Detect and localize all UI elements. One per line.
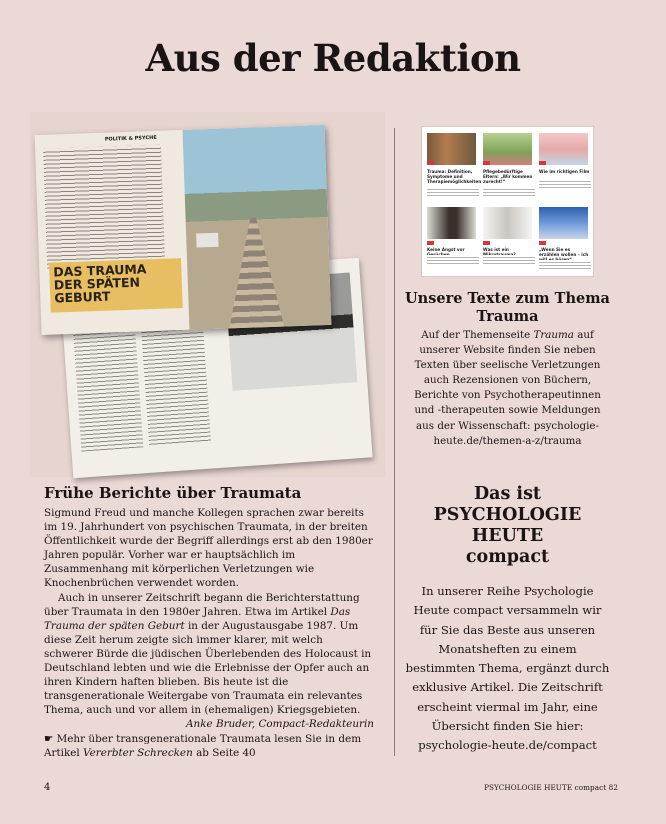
magazine-front-page	[35, 125, 332, 335]
tram-track	[226, 217, 285, 329]
tile-teaser	[483, 255, 535, 265]
car	[196, 233, 218, 248]
paragraph-1: Sigmund Freud und manche Kollegen sprachen zwar bereits im 19. Jahrhundert von psychischen Traumata, in der breiten Öffentlichkeit wurde der Begriff allerdings erst ab den 1980er Jahren populär. Vorher war er hauptsächlich im Zusammenhang mit körperlichen Verletzungen wie Knochenbrüchen verwendet worden.	[44, 507, 373, 590]
category-tag	[427, 241, 434, 245]
tile-title: Pflegebedürftige Eltern: „Wir kommen zurecht!“	[483, 169, 533, 184]
tile-teaser	[539, 179, 591, 189]
thumbnail-image	[539, 133, 588, 165]
text-span: Mehr über transgenerationale Traumata lesen Sie in dem Artikel	[44, 732, 362, 759]
page-number: 4	[44, 782, 51, 793]
tile-title: „Wenn Sie es erzählen wollen – ich	[539, 247, 589, 257]
text-span: Auch in unserer Zeitschrift begann die Berichterstattung über Traumata in den 1980er Jahren. Etwa im Artikel	[44, 591, 360, 618]
headline-box	[49, 258, 183, 313]
thumbnail-image	[539, 207, 588, 239]
title-line: PSYCHOLOGIE	[433, 505, 582, 525]
thumbnail-image	[427, 207, 476, 239]
edition: compact 82	[572, 783, 618, 792]
article-title-ref: Vererbter Schrecken	[83, 746, 193, 759]
paragraph-2	[44, 591, 374, 718]
tile-title: Was ist ein	[483, 247, 509, 252]
text-span: ab Seite 40	[192, 746, 256, 759]
title-line: compact	[465, 547, 550, 567]
title-line: HEUTE	[471, 526, 544, 546]
pointing-hand-icon: ☛	[44, 732, 54, 745]
tile-title: Keine Angst vor	[427, 247, 465, 252]
byline: Anke Bruder, Compact-Redakteurin	[186, 718, 374, 731]
thumbnail-image	[483, 133, 532, 165]
magazine-kicker: POLITIK & PSYCHE	[104, 134, 157, 143]
cross-reference-note	[44, 732, 374, 760]
tile-title: Wie im richtigen Film	[539, 169, 590, 174]
compact-title	[400, 484, 615, 568]
tile-teaser	[483, 187, 535, 197]
compact-description: In unserer Reihe Psychologie Heute compact versammeln wir für Sie das Beste aus unseren Monatsheften zu einem bestimmten Thema, ergänzt durch exklusive Artikel. Die Zeitschrift erscheint viermal im Jahr, eine Übersicht finden Sie hier: psychologie-heute.de/compact	[405, 584, 610, 753]
thumbnail-image	[427, 133, 476, 165]
tram-photo	[183, 125, 332, 330]
text-span: Auf der Themenseite	[421, 329, 534, 341]
column-divider	[394, 128, 395, 756]
magazine-photo	[30, 112, 385, 477]
category-tag	[483, 241, 490, 245]
tile-teaser	[427, 187, 479, 197]
category-tag	[483, 161, 490, 165]
article-title-ref: Das Trauma der späten Geburt	[44, 605, 351, 632]
website-screenshot	[422, 127, 593, 276]
right-article-body	[405, 328, 610, 449]
text-column	[43, 145, 165, 269]
right-article-heading: Unsere Texte zum Thema Trauma	[405, 290, 610, 325]
text-span: in der Augustausgabe 1987. Um diese Zeit herum zeigte sich immer klarer, mit welch schwerer Bürde die jüdischen Überlebenden des Holocaust in Deutschland lebten und wie die Erlebnisse der Opfer auch an ihren Kindern haften blieben. Bis heute ist die transgenerationale Weitergabe von Traumata ein relevantes Thema, auch und vor allem in (ehemaligen) Kriegsgebieten.	[44, 619, 372, 717]
page-title: Aus der Redaktion	[145, 36, 521, 80]
left-article-heading: Frühe Berichte über Traumata	[44, 484, 302, 502]
tile-title: Trauma: Definition, Symptome und Therapiemöglichkeiten	[427, 169, 482, 184]
category-tag	[539, 241, 546, 245]
magazine-headline: DAS TRAUMA DER SPÄTEN GEBURT	[53, 261, 147, 306]
thumbnail-image	[483, 207, 532, 239]
left-article-body	[44, 506, 374, 760]
title-line: Das ist	[473, 484, 542, 504]
tile-teaser	[539, 260, 591, 270]
category-tag	[539, 161, 546, 165]
category-tag	[427, 161, 434, 165]
footer-publication	[462, 783, 618, 792]
tile-teaser	[427, 255, 479, 265]
topic-name: Trauma	[533, 329, 574, 341]
text-column	[141, 317, 212, 447]
publication-name: PSYCHOLOGIE HEUTE	[484, 783, 573, 792]
text-span: auf unserer Website finden Sie neben Texten über seelische Verletzungen auch Rezensionen von Büchern, Berichte von Psychotherapeutinnen und -therapeuten sowie Meldungen aus der Wissenschaft: psychologie-heute.de/themen-a-z/trauma	[414, 329, 601, 447]
